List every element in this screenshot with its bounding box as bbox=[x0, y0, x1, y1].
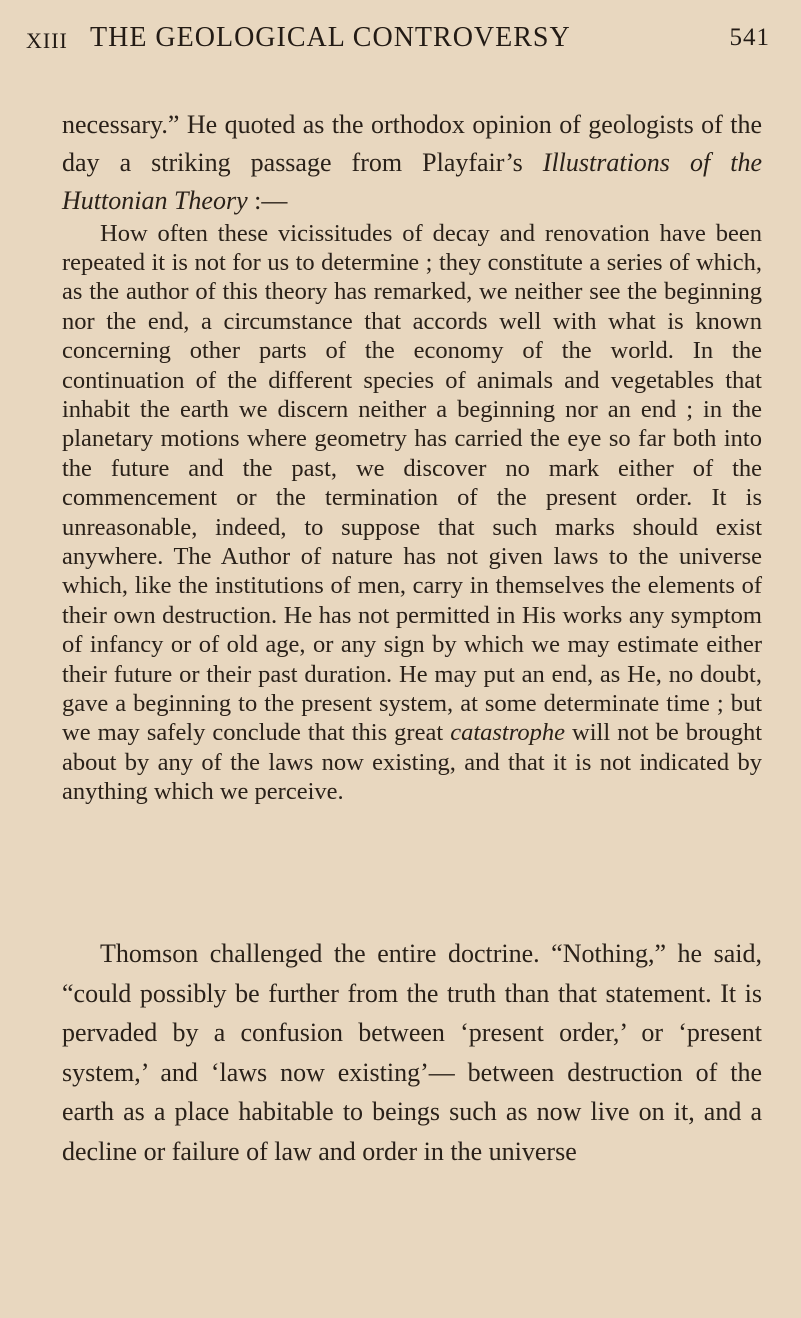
chapter-number: XIII bbox=[26, 28, 68, 53]
page-number: 541 bbox=[729, 24, 770, 51]
thomson-paragraph: Thomson challenged the entire doctrine. “Nothing,” he said, “could possibly be further from the truth than that statement. It is pervaded by a confusion between ‘present order,’ or ‘present system,’ and ‘laws now existing’— between destruction of the earth as a place habitable to beings such as now live on it, and a decline or failure of law and order in the universe bbox=[62, 939, 762, 1166]
quotation-text-part-1: How often these vicissitudes of decay and renovation have been repeated it is not for us to determine ; they constitute a series of which, as the author of this theory has remarked, we neither see the beginning nor the end, a circumstance that accords well with what is known concerning other parts of the economy of the world. In the continuation of the different species of animals and vegetables that inhabit the earth we discern neither a beginning nor an end ; in the planetary motions where geometry has carried the eye so far both into the future and the past, we discover no mark either of the commencement or the termination of the present order. It is unreasonable, indeed, to suppose that such marks should exist anywhere. The Author of nature has not given laws to the universe which, like the institutions of men, carry in themselves the elements of their own destruction. He has not permitted in His works any symptom of infancy or of old age, or any sign by which we may estimate either their future or their past duration. He may put an end, as He, no doubt, gave a beginning to the present system, at some determinate time ; but we may safely conclude that this great bbox=[62, 219, 762, 747]
running-title: THE GEOLOGICAL CONTROVERSY bbox=[90, 22, 571, 53]
running-header bbox=[26, 22, 770, 58]
intro-trail-text: :— bbox=[247, 186, 288, 215]
intro-paragraph bbox=[62, 106, 762, 220]
playfair-quotation bbox=[62, 219, 762, 807]
intro-lead-text: necessary.” He quoted as the orthodox opinion of geologists of the day a striking passage from Playfair’s bbox=[62, 110, 762, 177]
book-title: Illustrations of the Huttonian Theory bbox=[62, 148, 762, 215]
catastrophe-emphasis: catastrophe bbox=[450, 719, 565, 747]
quotation-text-part-2: will not be brought about by any of the laws now existing, and that it is not indicated by anything which we perceive. bbox=[62, 719, 763, 806]
